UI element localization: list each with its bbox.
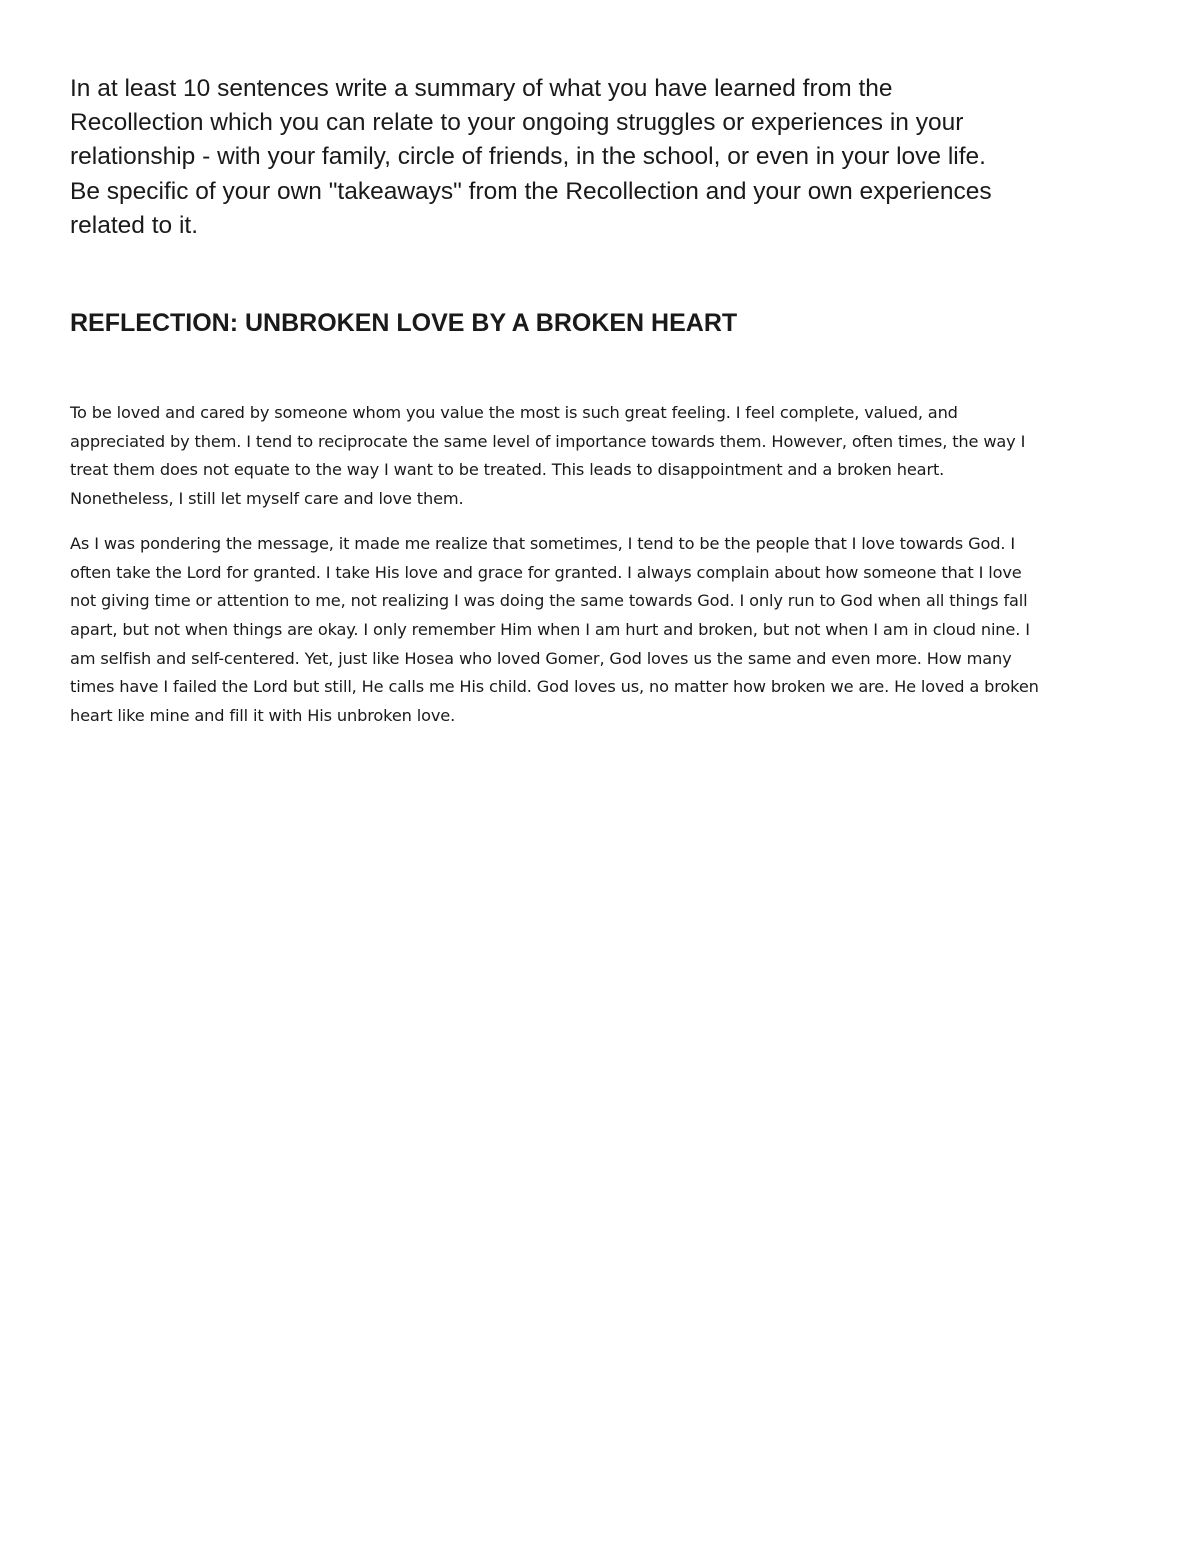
reflection-paragraph-1 [70, 399, 1130, 514]
paragraph-line: To be loved and cared by someone whom you value the most is such great feeling. I feel complete, valued, and [70, 403, 958, 422]
reflection-paragraph-2 [70, 530, 1130, 731]
prompt-line: Be specific of your own "takeaways" from the Recollection and your own experiences [70, 177, 992, 205]
paragraph-line: not giving time or attention to me, not realizing I was doing the same towards God. I only run to God when all things fall [70, 591, 1028, 611]
paragraph-line: heart like mine and fill it with His unbroken love. [70, 706, 456, 726]
paragraph-line: appreciated by them. I tend to reciprocate the same level of importance towards them. However, often times, the way I [70, 431, 1026, 451]
assignment-prompt [70, 72, 1140, 243]
prompt-line: Recollection which you can relate to your ongoing struggles or experiences in your [70, 109, 964, 137]
reflection-body [70, 399, 1130, 747]
paragraph-line: apart, but not when things are okay. I only remember Him when I am hurt and broken, but not when I am in cloud nine. I [70, 619, 1030, 639]
paragraph-line: Nonetheless, I still let myself care and love them. [70, 489, 464, 509]
reflection-title: REFLECTION: UNBROKEN LOVE BY A BROKEN HEART [70, 309, 738, 337]
prompt-line: In at least 10 sentences write a summary of what you have learned from the [70, 75, 893, 102]
paragraph-line: times have I failed the Lord but still, He calls me His child. God loves us, no matter how broken we are. He loved a broken [70, 677, 1039, 697]
paragraph-line: often take the Lord for granted. I take His love and grace for granted. I always complain about how someone that I love [70, 562, 1022, 582]
paragraph-line: As I was pondering the message, it made me realize that sometimes, I tend to be the people that I love towards God. I [70, 533, 1015, 553]
paragraph-line: treat them does not equate to the way I want to be treated. This leads to disappointment and a broken heart. [70, 460, 945, 480]
prompt-line: related to it. [70, 211, 199, 239]
prompt-line: relationship - with your family, circle of friends, in the school, or even in your love life. [70, 143, 986, 171]
paragraph-line: am selfish and self-centered. Yet, just like Hosea who loved Gomer, God loves us the same and even more. How many [70, 648, 1012, 668]
